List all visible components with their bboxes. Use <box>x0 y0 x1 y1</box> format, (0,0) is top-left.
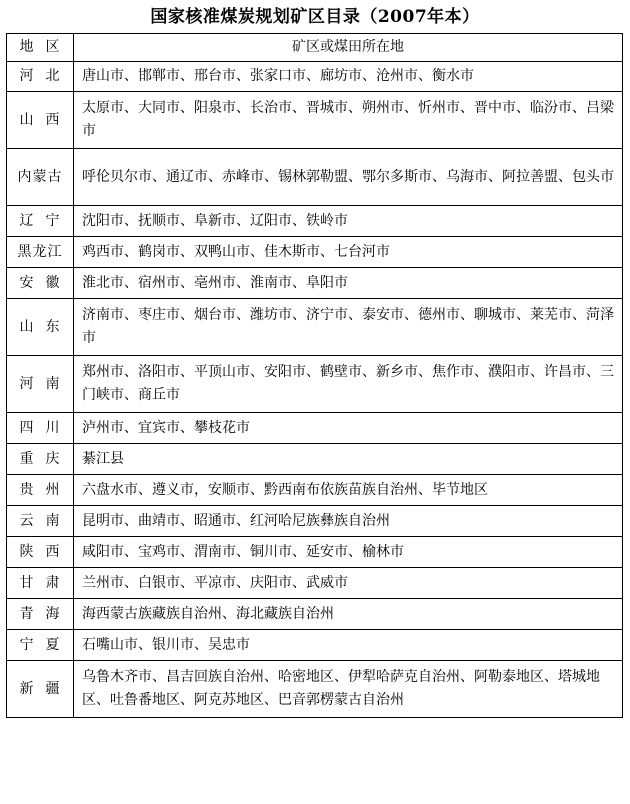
cities-cell: 济南市、枣庄市、烟台市、潍坊市、济宁市、泰安市、德州市、聊城市、莱芜市、菏泽市 <box>74 299 623 356</box>
region-cell: 安 徽 <box>7 268 74 299</box>
table-row <box>7 506 623 537</box>
cities-cell: 綦江县 <box>74 444 623 475</box>
cities-cell: 海西蒙古族藏族自治州、海北藏族自治州 <box>74 599 623 630</box>
table-row <box>7 568 623 599</box>
cities-cell: 鸡西市、鹤岗市、双鸭山市、佳木斯市、七台河市 <box>74 237 623 268</box>
table-body <box>7 34 623 718</box>
column-header-cities: 矿区或煤田所在地 <box>74 34 623 62</box>
region-cell: 宁 夏 <box>7 630 74 661</box>
region-cell: 辽 宁 <box>7 206 74 237</box>
cities-cell: 昆明市、曲靖市、昭通市、红河哈尼族彝族自治州 <box>74 506 623 537</box>
table-row <box>7 413 623 444</box>
cities-cell: 乌鲁木齐市、昌吉回族自治州、哈密地区、伊犁哈萨克自治州、阿勒泰地区、塔城地区、吐鲁番地区、阿克苏地区、巴音郭楞蒙古自治州 <box>74 661 623 718</box>
cities-cell: 沈阳市、抚顺市、阜新市、辽阳市、铁岭市 <box>74 206 623 237</box>
region-cell: 甘 肃 <box>7 568 74 599</box>
region-cell: 四 川 <box>7 413 74 444</box>
region-cell: 青 海 <box>7 599 74 630</box>
table-header-row <box>7 34 623 62</box>
region-cell: 陕 西 <box>7 537 74 568</box>
table-row <box>7 356 623 413</box>
region-cell: 河 南 <box>7 356 74 413</box>
region-cell: 重 庆 <box>7 444 74 475</box>
cities-cell: 泸州市、宜宾市、攀枝花市 <box>74 413 623 444</box>
region-cell: 河 北 <box>7 62 74 92</box>
region-cell: 云 南 <box>7 506 74 537</box>
cities-cell: 咸阳市、宝鸡市、渭南市、铜川市、延安市、榆林市 <box>74 537 623 568</box>
region-cell: 贵 州 <box>7 475 74 506</box>
table-row <box>7 630 623 661</box>
table-row <box>7 299 623 356</box>
table-row <box>7 475 623 506</box>
table-row <box>7 661 623 718</box>
region-cell: 新 疆 <box>7 661 74 718</box>
table-row <box>7 92 623 149</box>
cities-cell: 呼伦贝尔市、通辽市、赤峰市、锡林郭勒盟、鄂尔多斯市、乌海市、阿拉善盟、包头市 <box>74 149 623 206</box>
cities-cell: 兰州市、白银市、平凉市、庆阳市、武威市 <box>74 568 623 599</box>
cities-cell: 石嘴山市、银川市、吴忠市 <box>74 630 623 661</box>
cities-cell: 淮北市、宿州市、亳州市、淮南市、阜阳市 <box>74 268 623 299</box>
table-row <box>7 62 623 92</box>
table-row <box>7 268 623 299</box>
region-cell: 山 西 <box>7 92 74 149</box>
table-row <box>7 149 623 206</box>
table-row <box>7 206 623 237</box>
table-row <box>7 237 623 268</box>
table-row <box>7 444 623 475</box>
column-header-region: 地 区 <box>7 34 74 62</box>
table-row <box>7 599 623 630</box>
cities-cell: 六盘水市、遵义市，安顺市、黔西南布依族苗族自治州、毕节地区 <box>74 475 623 506</box>
cities-cell: 太原市、大同市、阳泉市、长治市、晋城市、朔州市、忻州市、晋中市、临汾市、吕梁市 <box>74 92 623 149</box>
coal-mining-areas-table <box>6 33 623 718</box>
region-cell: 内蒙古 <box>7 149 74 206</box>
table-row <box>7 537 623 568</box>
page-title: 国家核准煤炭规划矿区目录（2007年本） <box>150 7 480 27</box>
region-cell: 山 东 <box>7 299 74 356</box>
region-cell: 黑龙江 <box>7 237 74 268</box>
cities-cell: 郑州市、洛阳市、平顶山市、安阳市、鹤壁市、新乡市、焦作市、濮阳市、许昌市、三门峡市、商丘市 <box>74 356 623 413</box>
cities-cell: 唐山市、邯郸市、邢台市、张家口市、廊坊市、沧州市、衡水市 <box>74 62 623 92</box>
